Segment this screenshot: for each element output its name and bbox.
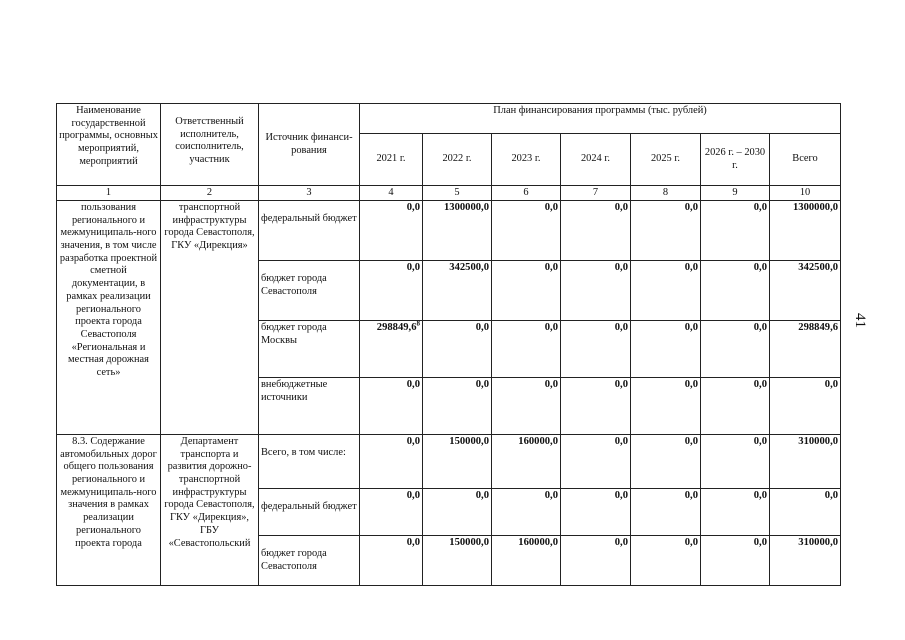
- header-year: 2023 г.: [492, 134, 561, 186]
- funding-source: бюджет города Севастополя: [259, 536, 360, 586]
- value-cell: 0,0: [360, 435, 423, 489]
- page-number: 41: [852, 313, 868, 328]
- value-cell: 0,0: [561, 261, 631, 321]
- value-cell: 0,0: [561, 489, 631, 536]
- value-cell: 0,0: [631, 201, 701, 261]
- value-cell: 150000,0: [423, 435, 492, 489]
- value-cell: 0,0: [631, 435, 701, 489]
- value-cell: 0,0: [561, 321, 631, 378]
- header-name: Наименование государственной программы, основных мероприятий, мероприятий: [57, 104, 161, 186]
- value-cell: 310000,0: [770, 435, 841, 489]
- value-cell: 0,0: [631, 378, 701, 435]
- value-cell: 0,0: [701, 435, 770, 489]
- value-cell: 0,0: [701, 321, 770, 378]
- value-text: 298849,6: [376, 322, 417, 333]
- value-cell: [360, 321, 423, 378]
- value-cell: 0,0: [360, 261, 423, 321]
- column-index: 9: [701, 186, 770, 201]
- value-cell: 0,0: [360, 489, 423, 536]
- header-year: 2026 г. – 2030 г.: [701, 134, 770, 186]
- value-cell: 0,0: [423, 378, 492, 435]
- responsible-cell: транспортной инфраструктуры города Севастополя, ГКУ «Дирекция»: [161, 201, 259, 435]
- column-index: 6: [492, 186, 561, 201]
- value-cell: 0,0: [701, 378, 770, 435]
- value-cell: 0,0: [561, 201, 631, 261]
- value-cell: 0,0: [492, 261, 561, 321]
- value-cell: 160000,0: [492, 536, 561, 586]
- header-year: 2025 г.: [631, 134, 701, 186]
- funding-source: бюджет города Москвы: [259, 321, 360, 378]
- value-cell: 0,0: [360, 378, 423, 435]
- value-cell: 0,0: [631, 321, 701, 378]
- value-cell: 310000,0: [770, 536, 841, 586]
- value-cell: 0,0: [423, 321, 492, 378]
- value-cell: 0,0: [770, 489, 841, 536]
- value-cell: 0,0: [701, 261, 770, 321]
- funding-source: федеральный бюджет: [259, 201, 360, 261]
- value-cell: 0,0: [492, 321, 561, 378]
- column-index: 1: [57, 186, 161, 201]
- value-cell: 0,0: [360, 201, 423, 261]
- value-cell: 1300000,0: [423, 201, 492, 261]
- value-cell: 0,0: [561, 378, 631, 435]
- value-cell: 0,0: [492, 489, 561, 536]
- header-source: Источник финанси-рования: [259, 104, 360, 186]
- measure-name-cell: пользования регионального и межмуниципаль-ного значения, в том числе разработка проектной сметной документации, в рамках реализации регионального проекта города Севастополя «Региональная и местная дорожная сеть»: [57, 201, 161, 435]
- column-index: 5: [423, 186, 492, 201]
- column-index: 2: [161, 186, 259, 201]
- value-cell: 160000,0: [492, 435, 561, 489]
- footnote-mark: 8: [416, 320, 420, 328]
- value-cell: 0,0: [631, 261, 701, 321]
- header-total: Всего: [770, 134, 841, 186]
- value-cell: 1300000,0: [770, 201, 841, 261]
- value-cell: 0,0: [631, 489, 701, 536]
- column-index: 8: [631, 186, 701, 201]
- value-cell: 0,0: [631, 536, 701, 586]
- value-cell: 0,0: [701, 201, 770, 261]
- measure-name-cell: 8.3. Содержание автомобильных дорог общего пользования регионального и межмуниципаль-ного значения в рамках реализации регионального проекта города: [57, 435, 161, 586]
- funding-source: внебюджетные источники: [259, 378, 360, 435]
- value-cell: 298849,6: [770, 321, 841, 378]
- column-index: 7: [561, 186, 631, 201]
- header-year: 2024 г.: [561, 134, 631, 186]
- header-responsible: Ответственный исполнитель, соисполнитель, участник: [161, 104, 259, 186]
- header-year: 2022 г.: [423, 134, 492, 186]
- column-index: 4: [360, 186, 423, 201]
- value-cell: 0,0: [701, 536, 770, 586]
- funding-source: бюджет города Севастополя: [259, 261, 360, 321]
- value-cell: 150000,0: [423, 536, 492, 586]
- funding-source: Всего, в том числе:: [259, 435, 360, 489]
- column-index: 3: [259, 186, 360, 201]
- value-cell: 342500,0: [423, 261, 492, 321]
- column-index: 10: [770, 186, 841, 201]
- responsible-cell: Департамент транспорта и развития дорожно-транспортной инфраструктуры города Севастополя, ГКУ «Дирекция», ГБУ «Севастопольский: [161, 435, 259, 586]
- header-plan-title: План финансирования программы (тыс. рублей): [360, 104, 841, 134]
- value-cell: 0,0: [770, 378, 841, 435]
- value-cell: 0,0: [701, 489, 770, 536]
- value-cell: 0,0: [423, 489, 492, 536]
- header-year: 2021 г.: [360, 134, 423, 186]
- value-cell: 0,0: [561, 536, 631, 586]
- financing-table: [56, 103, 841, 586]
- value-cell: 0,0: [492, 201, 561, 261]
- value-cell: 342500,0: [770, 261, 841, 321]
- value-cell: 0,0: [360, 536, 423, 586]
- value-cell: 0,0: [561, 435, 631, 489]
- value-cell: 0,0: [492, 378, 561, 435]
- funding-source: федеральный бюджет: [259, 489, 360, 536]
